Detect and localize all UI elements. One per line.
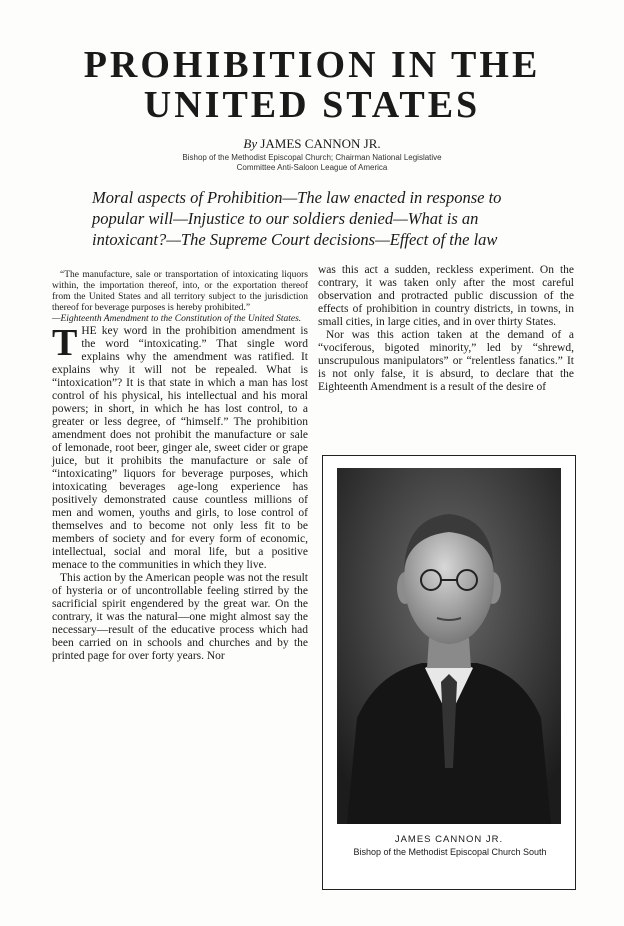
epigraph-text: “The manufacture, sale or transportation of intoxicating liquors within, the importation thereof, into, or the exportation thereof from the United States and all territory subject to the jurisdiction thereof for beverage purposes is hereby prohibited.” <box>52 270 308 313</box>
byline-by: By <box>243 136 258 151</box>
drop-cap: T <box>52 322 78 364</box>
article-subtitle: Moral aspects of Prohibition—The law enacted in response to popular will—Injustice to our soldiers denied—What is an intoxicant?—The Supreme Court decisions—Effect of the law <box>92 188 502 249</box>
paragraph-1 <box>52 322 308 572</box>
portrait-image <box>337 468 561 824</box>
author-name: JAMES CANNON JR. <box>260 136 381 151</box>
left-column <box>52 270 308 663</box>
author-description: Bishop of the Methodist Episcopal Church; Chairman National Legislative Committee Anti-Saloon League of America <box>182 153 442 172</box>
paragraph-1-text: HE key word in the prohibition amendment is the word “intoxicating.” That single word explains why the amendment was ratified. It explains why it will not be repealed. What is “intoxication”? It is that state in which a man has lost control of his physical, his intellectual and his moral powers; in short, in which he has lost control, to a greater or less degree, of “himself.” The prohibition amendment does not prohibit the manufacture or sale of lemonade, root beer, ginger ale, sweet cider or grape juice, but it prohibits the manufacture or sale of “intoxicating” liquors for beverage purposes, which intoxicating beverages age-long experience has positively demonstrated cause countless millions of men and women, youths and girls, to lose control of themselves and to become not only less fit to be members of society and for every form of economic, intellectual, social and moral life, but a positive menace to the communities in which they live. <box>52 325 308 571</box>
photo-caption-name: JAMES CANNON JR. <box>394 834 504 845</box>
portrait-photo <box>337 468 561 824</box>
byline <box>0 136 624 152</box>
portrait-frame <box>322 455 576 890</box>
paragraph-2: This action by the American people was not the result of hysteria or of uncontrollable feeling stirred by the sacrificial spirit engendered by the great war. On the contrary, it was the natural—one might almost say the necessary—result of the educative process which had been carried on in schools and churches and by the printed page for over forty years. Nor <box>52 572 308 662</box>
paragraph-4: Nor was this action taken at the demand of a “vociferous, bigoted minority,” led by “shrewd, unscrupulous manipulators” or “relentless fanatics.” It is not only false, it is absurd, to declare that the Eighteenth Amendment is a result of the desire of <box>318 329 574 393</box>
right-column <box>318 264 574 394</box>
paragraph-3: was this act a sudden, reckless experiment. On the contrary, it was taken only after the most careful observation and protracted public discussion of the effects of prohibition in country districts, in towns, in small cities, in large cities, and in over thirty States. <box>318 264 574 328</box>
epigraph-source: —Eighteenth Amendment to the Constitution of the United States. <box>52 314 302 324</box>
title-line-1: PROHIBITION IN THE <box>83 44 541 86</box>
title-line-2: UNITED STATES <box>143 84 481 126</box>
photo-caption-description: Bishop of the Methodist Episcopal Church South <box>353 847 547 857</box>
